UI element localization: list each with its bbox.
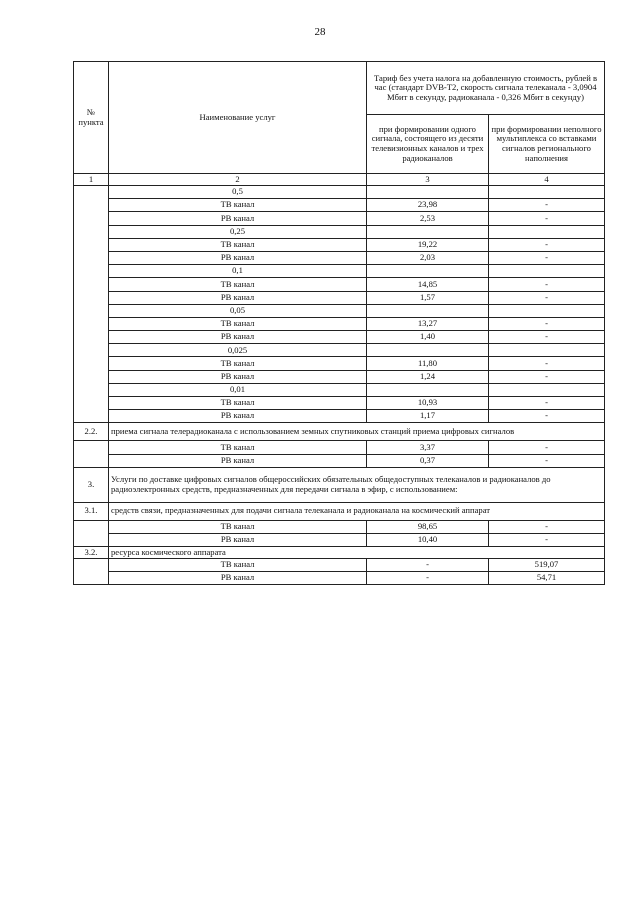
table-row [74,520,605,533]
header-single-signal-cell: при формировании одного сигнала, состоящего из десяти телевизионных каналов и трех радиоканалов [367,115,489,174]
service-name-cell: РВ канал [109,212,367,225]
table-row [74,454,605,467]
section-number-cell: 3.1. [74,502,109,520]
tariff-single-cell [367,344,489,357]
service-name-cell: ТВ канал [109,558,367,571]
tariff-partial-cell: - [489,317,605,330]
tariff-single-cell: 1,24 [367,370,489,383]
table-row [74,238,605,251]
tariff-single-cell: - [367,571,489,584]
service-name-cell: РВ канал [109,410,367,423]
table-row [74,186,605,199]
tariff-single-cell [367,265,489,278]
service-name-cell: 0,1 [109,265,367,278]
tariff-single-cell: 14,85 [367,278,489,291]
service-name-cell: РВ канал [109,331,367,344]
tariff-single-cell: 19,22 [367,238,489,251]
service-name-cell: ТВ канал [109,199,367,212]
section-title-cell: Услуги по доставке цифровых сигналов общероссийских обязательных общедоступных телеканалов и радиоканалов до радиоэлектронных средств, предназначенных для передачи сигнала в эфир, с использованием: [109,467,605,502]
section-number-cell: 3. [74,467,109,502]
tariff-single-cell [367,304,489,317]
tariff-partial-cell: - [489,357,605,370]
table-row [74,304,605,317]
column-number: 4 [489,174,605,186]
service-name-cell: РВ канал [109,291,367,304]
header-number-cell: № пункта [74,62,109,174]
section-title-cell: приема сигнала телерадиоканала с использованием земных спутниковых станций приема цифровых сигналов [109,423,605,441]
tariff-partial-cell: 519,07 [489,558,605,571]
tariff-single-cell [367,225,489,238]
tariff-partial-cell: - [489,238,605,251]
tariff-single-cell: 1,17 [367,410,489,423]
table-row [74,397,605,410]
page-number: 28 [314,26,326,38]
tariff-partial-cell: - [489,533,605,546]
section-row [74,467,605,502]
tariff-partial-cell [489,344,605,357]
row-number-cell [74,441,109,467]
tariff-single-cell [367,383,489,396]
service-name-cell: ТВ канал [109,357,367,370]
table-row [74,533,605,546]
row-number-cell [74,186,109,423]
table-row [74,212,605,225]
service-name-cell: РВ канал [109,454,367,467]
column-number: 2 [109,174,367,186]
section-row [74,502,605,520]
tariff-partial-cell: - [489,278,605,291]
tariff-partial-cell [489,225,605,238]
section-number-cell: 2.2. [74,423,109,441]
service-name-cell: РВ канал [109,533,367,546]
tariff-single-cell: 11,80 [367,357,489,370]
table-row [74,383,605,396]
tariff-partial-cell [489,304,605,317]
service-name-cell: 0,025 [109,344,367,357]
tariff-partial-cell: - [489,454,605,467]
table-row [74,291,605,304]
table-row [74,344,605,357]
table-row [74,331,605,344]
table-row [74,317,605,330]
tariff-single-cell: 10,40 [367,533,489,546]
table-row [74,441,605,454]
table-row [74,278,605,291]
tariff-single-cell: 2,53 [367,212,489,225]
tariff-partial-cell: - [489,441,605,454]
table-row [74,571,605,584]
tariff-partial-cell: 54,71 [489,571,605,584]
tariff-single-cell: 2,03 [367,251,489,264]
table-row [74,265,605,278]
service-name-cell: РВ канал [109,571,367,584]
tariff-partial-cell: - [489,410,605,423]
tariff-partial-cell [489,383,605,396]
service-name-cell: ТВ канал [109,520,367,533]
column-number: 1 [74,174,109,186]
tariff-single-cell: 13,27 [367,317,489,330]
tariff-single-cell: 1,40 [367,331,489,344]
tariff-partial-cell [489,265,605,278]
service-name-cell: ТВ канал [109,397,367,410]
service-name-cell: ТВ канал [109,278,367,291]
tariff-single-cell: 23,98 [367,199,489,212]
section-title-cell: средств связи, предназначенных для подачи сигнала телеканала и радиоканала на космический аппарат [109,502,605,520]
service-name-cell: 0,25 [109,225,367,238]
tariff-single-cell [367,186,489,199]
table-row [74,199,605,212]
tariff-partial-cell: - [489,212,605,225]
tariff-partial-cell: - [489,291,605,304]
tariff-partial-cell: - [489,520,605,533]
section-row [74,547,605,559]
service-name-cell: РВ канал [109,370,367,383]
column-number-row [74,174,605,186]
service-name-cell: 0,01 [109,383,367,396]
tariff-partial-cell: - [489,370,605,383]
tariff-partial-cell: - [489,397,605,410]
row-number-cell [74,520,109,546]
tariff-partial-cell [489,186,605,199]
table-row [74,410,605,423]
tariff-partial-cell: - [489,331,605,344]
service-name-cell: ТВ канал [109,441,367,454]
column-number: 3 [367,174,489,186]
tariff-single-cell: 1,57 [367,291,489,304]
service-name-cell: РВ канал [109,251,367,264]
section-number-cell: 3.2. [74,547,109,559]
tariff-table [73,61,605,585]
section-title-cell: ресурса космического аппарата [109,547,605,559]
table-row [74,558,605,571]
tariff-single-cell: - [367,558,489,571]
row-number-cell [74,558,109,584]
tariff-partial-cell: - [489,251,605,264]
service-name-cell: ТВ канал [109,317,367,330]
header-partial-multiplex-cell: при формировании неполного мультиплекса со вставками сигналов регионального наполнения [489,115,605,174]
table-row [74,370,605,383]
tariff-single-cell: 0,37 [367,454,489,467]
section-row [74,423,605,441]
header-row [74,62,605,115]
tariff-single-cell: 98,65 [367,520,489,533]
table-row [74,357,605,370]
tariff-single-cell: 3,37 [367,441,489,454]
table-row [74,225,605,238]
header-tariff-cell: Тариф без учета налога на добавленную стоимость, рублей в час (стандарт DVB-T2, скорость сигнала телеканала - 3,0904 Мбит в секунду, радиоканала - 0,326 Мбит в секунду) [367,62,605,115]
service-name-cell: 0,5 [109,186,367,199]
service-name-cell: ТВ канал [109,238,367,251]
tariff-single-cell: 10,93 [367,397,489,410]
header-services-cell: Наименование услуг [109,62,367,174]
table-row [74,251,605,264]
service-name-cell: 0,05 [109,304,367,317]
tariff-partial-cell: - [489,199,605,212]
